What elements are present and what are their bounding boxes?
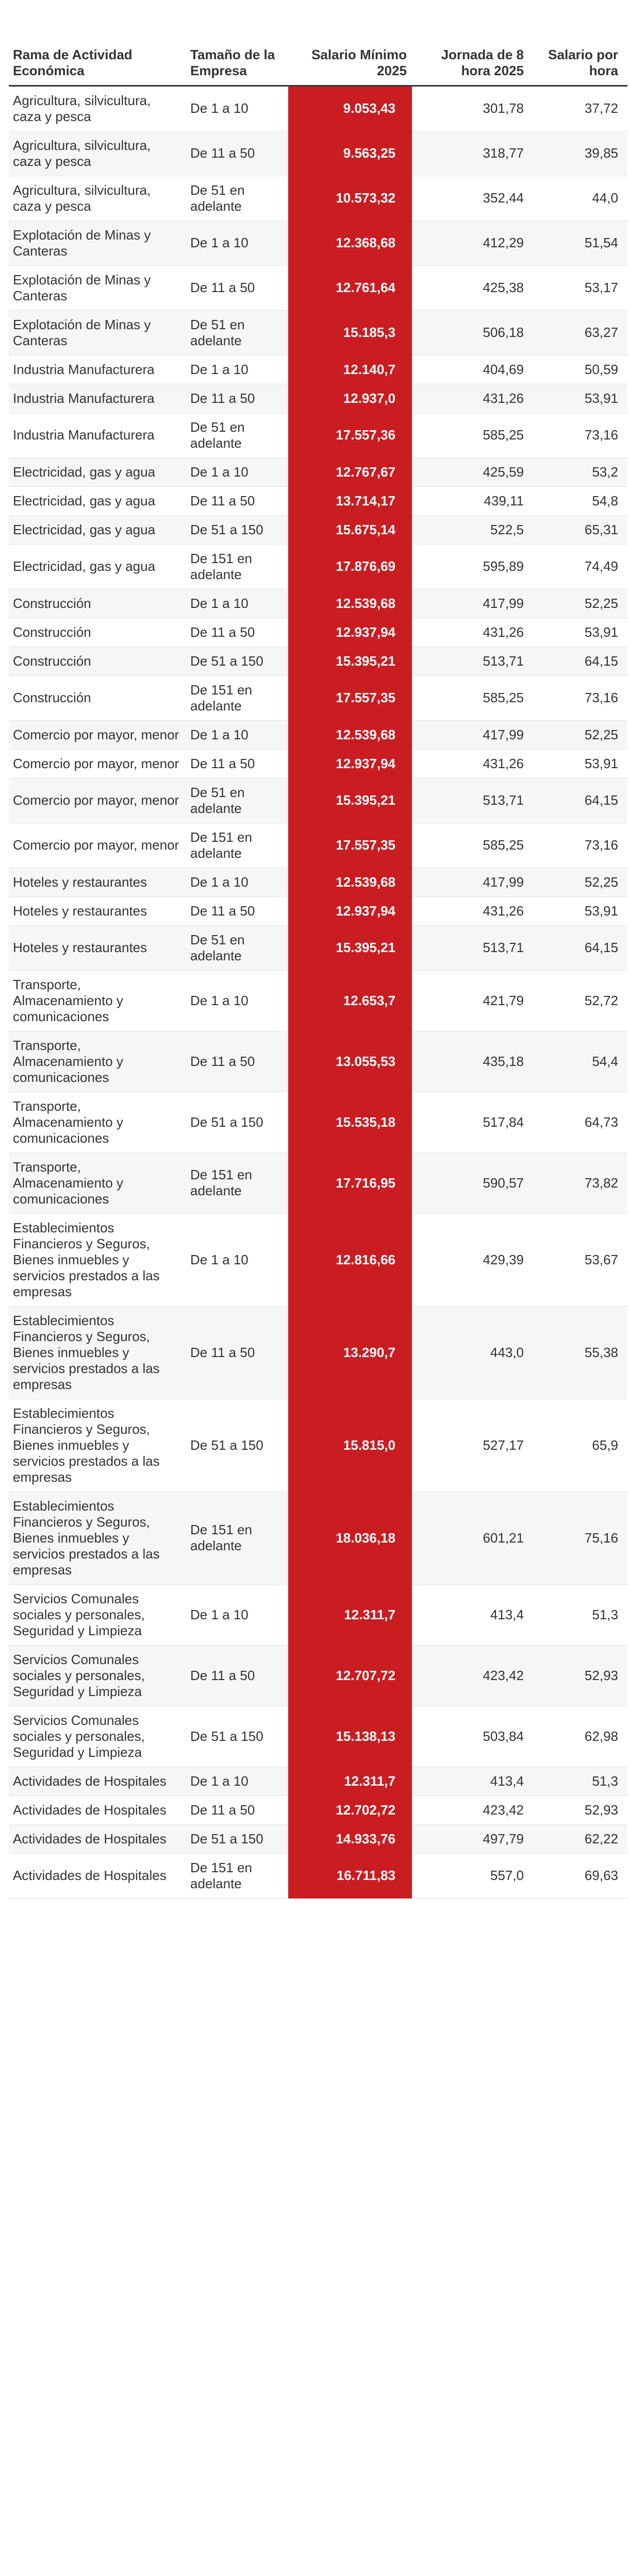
cell-rama: Explotación de Minas y Canteras [9, 221, 185, 265]
cell-salario: 18.036,18 [288, 1492, 412, 1584]
table-row [9, 925, 627, 970]
table-row [9, 823, 627, 868]
cell-jornada: 513,71 [412, 647, 529, 675]
cell-salario: 15.395,21 [288, 925, 412, 970]
cell-salario: 17.557,35 [288, 675, 412, 720]
cell-rama: Actividades de Hospitales [9, 1853, 185, 1898]
cell-jornada: 423,42 [412, 1645, 529, 1706]
cell-salario: 12.539,68 [288, 868, 412, 896]
cell-rama: Comercio por mayor, menor [9, 778, 185, 823]
cell-salario: 17.557,36 [288, 413, 412, 457]
table-row [9, 1031, 627, 1092]
cell-salario: 12.140,7 [288, 355, 412, 384]
cell-tamano: De 51 a 150 [185, 515, 288, 544]
cell-hora: 52,25 [529, 589, 627, 618]
table-row [9, 544, 627, 589]
cell-jornada: 301,78 [412, 86, 529, 131]
cell-jornada: 503,84 [412, 1706, 529, 1767]
cell-hora: 62,98 [529, 1706, 627, 1767]
cell-tamano: De 51 a 150 [185, 1706, 288, 1767]
cell-rama: Establecimientos Financieros y Seguros, Bienes inmuebles y servicios prestados a las empresas [9, 1399, 185, 1492]
cell-tamano: De 1 a 10 [185, 1767, 288, 1795]
table-row [9, 1492, 627, 1584]
cell-salario: 12.311,7 [288, 1767, 412, 1795]
cell-salario: 12.937,94 [288, 749, 412, 778]
table-row [9, 486, 627, 515]
cell-jornada: 601,21 [412, 1492, 529, 1584]
cell-hora: 53,91 [529, 384, 627, 413]
table-row [9, 970, 627, 1031]
cell-hora: 74,49 [529, 544, 627, 589]
cell-tamano: De 1 a 10 [185, 970, 288, 1031]
cell-rama: Industria Manufacturera [9, 355, 185, 384]
cell-jornada: 497,79 [412, 1824, 529, 1853]
cell-salario: 9.053,43 [288, 86, 412, 131]
cell-hora: 65,31 [529, 515, 627, 544]
table-row [9, 1306, 627, 1399]
table-row [9, 1824, 627, 1853]
cell-tamano: De 151 en adelante [185, 1153, 288, 1213]
table-row [9, 1399, 627, 1492]
cell-jornada: 425,38 [412, 265, 529, 310]
cell-hora: 54,8 [529, 486, 627, 515]
cell-rama: Transporte, Almacenamiento y comunicaciones [9, 1092, 185, 1153]
cell-rama: Construcción [9, 647, 185, 675]
cell-salario: 13.290,7 [288, 1306, 412, 1399]
cell-salario: 15.138,13 [288, 1706, 412, 1767]
cell-hora: 51,54 [529, 221, 627, 265]
header-salario[interactable]: Salario Mínimo 2025 [288, 21, 412, 86]
table-body [9, 86, 627, 1898]
table-row [9, 868, 627, 896]
table-row [9, 515, 627, 544]
cell-hora: 75,16 [529, 1492, 627, 1584]
cell-jornada: 590,57 [412, 1153, 529, 1213]
cell-hora: 44,0 [529, 176, 627, 221]
cell-jornada: 352,44 [412, 176, 529, 221]
cell-rama: Agricultura, silvicultura, caza y pesca [9, 176, 185, 221]
cell-rama: Servicios Comunales sociales y personales, Seguridad y Limpieza [9, 1706, 185, 1767]
table-row [9, 1153, 627, 1213]
cell-rama: Transporte, Almacenamiento y comunicaciones [9, 970, 185, 1031]
cell-salario: 10.573,32 [288, 176, 412, 221]
cell-tamano: De 1 a 10 [185, 720, 288, 749]
cell-rama: Comercio por mayor, menor [9, 749, 185, 778]
cell-hora: 54,4 [529, 1031, 627, 1092]
cell-salario: 15.395,21 [288, 647, 412, 675]
cell-tamano: De 11 a 50 [185, 265, 288, 310]
cell-jornada: 439,11 [412, 486, 529, 515]
cell-hora: 62,22 [529, 1824, 627, 1853]
cell-tamano: De 11 a 50 [185, 896, 288, 925]
cell-hora: 73,16 [529, 413, 627, 457]
cell-jornada: 421,79 [412, 970, 529, 1031]
cell-jornada: 435,18 [412, 1031, 529, 1092]
cell-hora: 73,16 [529, 675, 627, 720]
cell-salario: 15.815,0 [288, 1399, 412, 1492]
cell-rama: Construcción [9, 675, 185, 720]
cell-tamano: De 11 a 50 [185, 1306, 288, 1399]
cell-rama: Agricultura, silvicultura, caza y pesca [9, 86, 185, 131]
table-row [9, 310, 627, 355]
table-row [9, 1092, 627, 1153]
cell-hora: 73,16 [529, 823, 627, 868]
cell-tamano: De 1 a 10 [185, 1213, 288, 1306]
cell-rama: Hoteles y restaurantes [9, 925, 185, 970]
cell-salario: 13.055,53 [288, 1031, 412, 1092]
cell-salario: 17.716,95 [288, 1153, 412, 1213]
cell-jornada: 585,25 [412, 675, 529, 720]
cell-jornada: 595,89 [412, 544, 529, 589]
table-row [9, 675, 627, 720]
table-row [9, 589, 627, 618]
cell-jornada: 417,99 [412, 720, 529, 749]
cell-jornada: 429,39 [412, 1213, 529, 1306]
cell-rama: Transporte, Almacenamiento y comunicaciones [9, 1153, 185, 1213]
table-row [9, 647, 627, 675]
cell-tamano: De 51 a 150 [185, 1399, 288, 1492]
cell-salario: 12.937,94 [288, 896, 412, 925]
cell-rama: Hoteles y restaurantes [9, 896, 185, 925]
cell-tamano: De 11 a 50 [185, 486, 288, 515]
cell-hora: 52,93 [529, 1795, 627, 1824]
header-hora[interactable]: Salario por hora [529, 21, 627, 86]
cell-tamano: De 1 a 10 [185, 221, 288, 265]
table-row [9, 1584, 627, 1645]
cell-jornada: 404,69 [412, 355, 529, 384]
table-row [9, 221, 627, 265]
table-row [9, 86, 627, 131]
cell-rama: Construcción [9, 589, 185, 618]
cell-hora: 37,72 [529, 86, 627, 131]
cell-salario: 13.714,17 [288, 486, 412, 515]
header-rama[interactable]: Rama de Actividad Económica [9, 21, 185, 86]
cell-hora: 51,3 [529, 1767, 627, 1795]
table-row [9, 1795, 627, 1824]
cell-salario: 9.563,25 [288, 131, 412, 176]
cell-jornada: 318,77 [412, 131, 529, 176]
cell-hora: 53,17 [529, 265, 627, 310]
cell-salario: 16.711,83 [288, 1853, 412, 1898]
cell-tamano: De 151 en adelante [185, 1492, 288, 1584]
cell-jornada: 431,26 [412, 384, 529, 413]
cell-jornada: 431,26 [412, 896, 529, 925]
cell-rama: Establecimientos Financieros y Seguros, Bienes inmuebles y servicios prestados a las empresas [9, 1306, 185, 1399]
table-row [9, 720, 627, 749]
cell-rama: Construcción [9, 618, 185, 647]
cell-rama: Industria Manufacturera [9, 413, 185, 457]
cell-rama: Establecimientos Financieros y Seguros, Bienes inmuebles y servicios prestados a las empresas [9, 1213, 185, 1306]
table-row [9, 778, 627, 823]
cell-rama: Electricidad, gas y agua [9, 515, 185, 544]
cell-tamano: De 51 en adelante [185, 176, 288, 221]
cell-salario: 12.368,68 [288, 221, 412, 265]
cell-tamano: De 11 a 50 [185, 1031, 288, 1092]
cell-hora: 64,15 [529, 647, 627, 675]
cell-jornada: 443,0 [412, 1306, 529, 1399]
cell-hora: 53,2 [529, 457, 627, 486]
table-row [9, 176, 627, 221]
table-row [9, 618, 627, 647]
cell-jornada: 585,25 [412, 413, 529, 457]
cell-tamano: De 51 en adelante [185, 310, 288, 355]
cell-jornada: 425,59 [412, 457, 529, 486]
cell-salario: 12.539,68 [288, 720, 412, 749]
cell-rama: Actividades de Hospitales [9, 1767, 185, 1795]
table-row [9, 384, 627, 413]
cell-hora: 64,73 [529, 1092, 627, 1153]
cell-tamano: De 1 a 10 [185, 868, 288, 896]
table-row [9, 749, 627, 778]
cell-hora: 53,91 [529, 618, 627, 647]
cell-hora: 64,15 [529, 925, 627, 970]
cell-jornada: 522,5 [412, 515, 529, 544]
cell-salario: 15.675,14 [288, 515, 412, 544]
header-row [9, 21, 627, 86]
cell-salario: 12.937,0 [288, 384, 412, 413]
table-row [9, 355, 627, 384]
cell-salario: 17.876,69 [288, 544, 412, 589]
cell-jornada: 513,71 [412, 778, 529, 823]
table-row [9, 1767, 627, 1795]
cell-salario: 15.185,3 [288, 310, 412, 355]
cell-jornada: 413,4 [412, 1584, 529, 1645]
cell-salario: 12.653,7 [288, 970, 412, 1031]
cell-tamano: De 1 a 10 [185, 1584, 288, 1645]
cell-salario: 15.535,18 [288, 1092, 412, 1153]
cell-tamano: De 11 a 50 [185, 384, 288, 413]
cell-rama: Electricidad, gas y agua [9, 486, 185, 515]
cell-salario: 12.767,67 [288, 457, 412, 486]
cell-hora: 63,27 [529, 310, 627, 355]
table-row [9, 457, 627, 486]
header-tamano[interactable]: Tamaño de la Empresa [185, 21, 288, 86]
cell-jornada: 413,4 [412, 1767, 529, 1795]
cell-hora: 51,3 [529, 1584, 627, 1645]
cell-rama: Explotación de Minas y Canteras [9, 265, 185, 310]
cell-tamano: De 151 en adelante [185, 1853, 288, 1898]
cell-rama: Electricidad, gas y agua [9, 544, 185, 589]
cell-tamano: De 1 a 10 [185, 86, 288, 131]
table-row [9, 1213, 627, 1306]
cell-rama: Agricultura, silvicultura, caza y pesca [9, 131, 185, 176]
cell-hora: 52,25 [529, 868, 627, 896]
cell-tamano: De 51 a 150 [185, 647, 288, 675]
cell-hora: 65,9 [529, 1399, 627, 1492]
table-row [9, 131, 627, 176]
cell-hora: 39,85 [529, 131, 627, 176]
cell-salario: 17.557,35 [288, 823, 412, 868]
cell-tamano: De 51 a 150 [185, 1092, 288, 1153]
cell-tamano: De 51 en adelante [185, 778, 288, 823]
cell-hora: 55,38 [529, 1306, 627, 1399]
cell-jornada: 557,0 [412, 1853, 529, 1898]
cell-hora: 64,15 [529, 778, 627, 823]
cell-jornada: 417,99 [412, 868, 529, 896]
cell-hora: 50,59 [529, 355, 627, 384]
table-row [9, 265, 627, 310]
cell-jornada: 417,99 [412, 589, 529, 618]
cell-salario: 12.816,66 [288, 1213, 412, 1306]
cell-tamano: De 11 a 50 [185, 749, 288, 778]
cell-rama: Servicios Comunales sociales y personales, Seguridad y Limpieza [9, 1645, 185, 1706]
cell-salario: 12.707,72 [288, 1645, 412, 1706]
cell-rama: Industria Manufacturera [9, 384, 185, 413]
table-row [9, 1645, 627, 1706]
salary-table [9, 21, 627, 1899]
cell-rama: Comercio por mayor, menor [9, 823, 185, 868]
cell-rama: Actividades de Hospitales [9, 1795, 185, 1824]
cell-jornada: 585,25 [412, 823, 529, 868]
cell-salario: 12.702,72 [288, 1795, 412, 1824]
cell-tamano: De 1 a 10 [185, 355, 288, 384]
cell-tamano: De 1 a 10 [185, 457, 288, 486]
table-row [9, 1853, 627, 1898]
cell-rama: Servicios Comunales sociales y personales, Seguridad y Limpieza [9, 1584, 185, 1645]
cell-rama: Electricidad, gas y agua [9, 457, 185, 486]
cell-tamano: De 11 a 50 [185, 1795, 288, 1824]
cell-jornada: 527,17 [412, 1399, 529, 1492]
cell-salario: 14.933,76 [288, 1824, 412, 1853]
cell-salario: 12.311,7 [288, 1584, 412, 1645]
cell-tamano: De 1 a 10 [185, 589, 288, 618]
cell-rama: Comercio por mayor, menor [9, 720, 185, 749]
cell-jornada: 506,18 [412, 310, 529, 355]
cell-jornada: 412,29 [412, 221, 529, 265]
cell-jornada: 517,84 [412, 1092, 529, 1153]
cell-rama: Establecimientos Financieros y Seguros, Bienes inmuebles y servicios prestados a las empresas [9, 1492, 185, 1584]
cell-jornada: 431,26 [412, 618, 529, 647]
cell-tamano: De 11 a 50 [185, 618, 288, 647]
cell-tamano: De 151 en adelante [185, 544, 288, 589]
cell-tamano: De 151 en adelante [185, 823, 288, 868]
cell-tamano: De 51 en adelante [185, 413, 288, 457]
cell-hora: 53,91 [529, 749, 627, 778]
header-jornada[interactable]: Jornada de 8 hora 2025 [412, 21, 529, 86]
cell-hora: 53,67 [529, 1213, 627, 1306]
cell-jornada: 513,71 [412, 925, 529, 970]
cell-salario: 12.539,68 [288, 589, 412, 618]
cell-jornada: 423,42 [412, 1795, 529, 1824]
cell-tamano: De 11 a 50 [185, 131, 288, 176]
cell-rama: Hoteles y restaurantes [9, 868, 185, 896]
cell-tamano: De 151 en adelante [185, 675, 288, 720]
cell-hora: 73,82 [529, 1153, 627, 1213]
cell-hora: 53,91 [529, 896, 627, 925]
table-row [9, 413, 627, 457]
cell-rama: Transporte, Almacenamiento y comunicaciones [9, 1031, 185, 1092]
cell-salario: 15.395,21 [288, 778, 412, 823]
cell-tamano: De 11 a 50 [185, 1645, 288, 1706]
cell-hora: 52,72 [529, 970, 627, 1031]
cell-hora: 52,93 [529, 1645, 627, 1706]
cell-rama: Explotación de Minas y Canteras [9, 310, 185, 355]
cell-rama: Actividades de Hospitales [9, 1824, 185, 1853]
cell-salario: 12.761,64 [288, 265, 412, 310]
cell-hora: 69,63 [529, 1853, 627, 1898]
table-header [9, 21, 627, 86]
table-row [9, 1706, 627, 1767]
cell-tamano: De 51 en adelante [185, 925, 288, 970]
cell-salario: 12.937,94 [288, 618, 412, 647]
cell-jornada: 431,26 [412, 749, 529, 778]
table-row [9, 896, 627, 925]
cell-hora: 52,25 [529, 720, 627, 749]
cell-tamano: De 51 a 150 [185, 1824, 288, 1853]
